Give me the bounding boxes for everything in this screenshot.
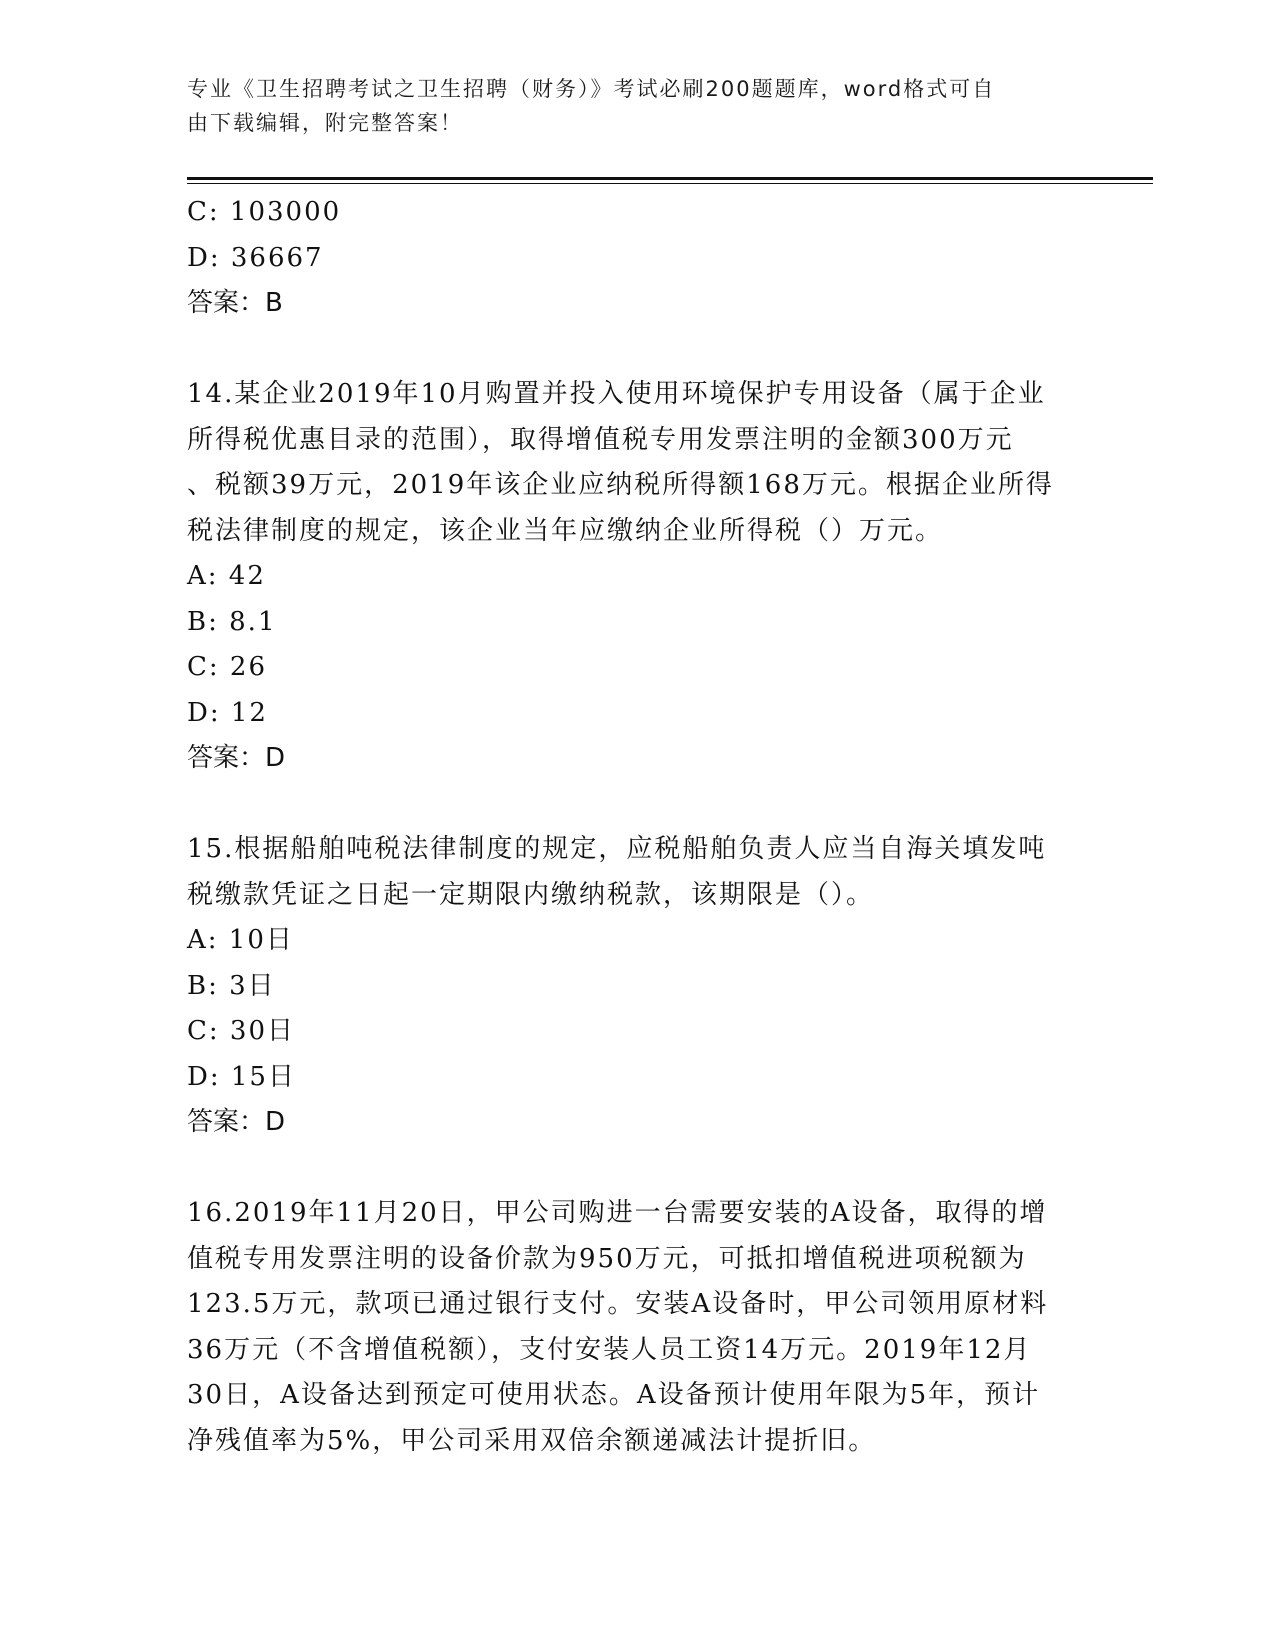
question-stem [187,827,1087,918]
question-stem [187,372,1087,554]
answer-line: 答案：B [187,288,283,318]
answer-line: 答案：D [187,743,286,773]
header-rule-thin [187,183,1153,184]
spacer [187,1146,1087,1192]
question-15 [187,827,1087,1146]
stem-line: 15.根据船舶吨税法律制度的规定，应税船舶负责人应当自海关填发吨 [187,834,1047,864]
stem-line: 所得税优惠目录的范围），取得增值税专用发票注明的金额300万元 [187,424,1014,455]
stem-line: 、税额39万元，2019年该企业应纳税所得额168万元。根据企业所得 [187,470,1054,500]
stem-line: 16.2019年11月20日，甲公司购进一台需要安装的A设备，取得的增 [187,1198,1048,1228]
stem-line: 30日，A设备达到预定可使用状态。A设备预计使用年限为5年，预计 [187,1380,1041,1410]
document-body [187,190,1087,1464]
page-header [187,72,1067,140]
stem-line: 123.5万元，款项已通过银行支付。安装A设备时，甲公司领用原材料 [187,1289,1049,1319]
header-rule-thick [187,177,1153,180]
stem-line: 36万元（不含增值税额），支付安装人员工资14万元。2019年12月 [187,1334,1032,1365]
header-line-1: 专业《卫生招聘考试之卫生招聘（财务）》考试必刷200题题库，word格式可自 [187,77,996,101]
option-b: B: 8.1 [187,606,277,637]
stem-line: 税缴款凭证之日起一定期限内缴纳税款，该期限是（）。 [187,879,875,910]
option-c: C: 103000 [187,197,342,227]
question-13-tail [187,190,1087,327]
option-d: D: 36667 [187,242,324,273]
option-d: D: 15日 [187,1061,296,1092]
spacer [187,782,1087,828]
option-b: B: 3日 [187,970,276,1001]
option-a: A: 10日 [187,925,294,955]
option-c: C: 26 [187,652,268,682]
option-d: D: 12 [187,697,268,728]
stem-line: 税法律制度的规定，该企业当年应缴纳企业所得税（）万元。 [187,515,944,546]
stem-line: 值税专用发票注明的设备价款为950万元，可抵扣增值税进项税额为 [187,1243,1027,1274]
answer-line: 答案：D [187,1107,286,1137]
option-a: A: 42 [187,561,266,591]
stem-line: 净残值率为5%，甲公司采用双倍余额递减法计提折旧。 [187,1425,877,1456]
question-16 [187,1191,1087,1464]
header-line-2: 由下载编辑，附完整答案！ [187,111,463,135]
question-14 [187,372,1087,782]
stem-line: 14.某企业2019年10月购置并投入使用环境保护专用设备（属于企业 [187,379,1046,409]
spacer [187,327,1087,373]
question-stem [187,1191,1087,1464]
option-c: C: 30日 [187,1016,296,1046]
